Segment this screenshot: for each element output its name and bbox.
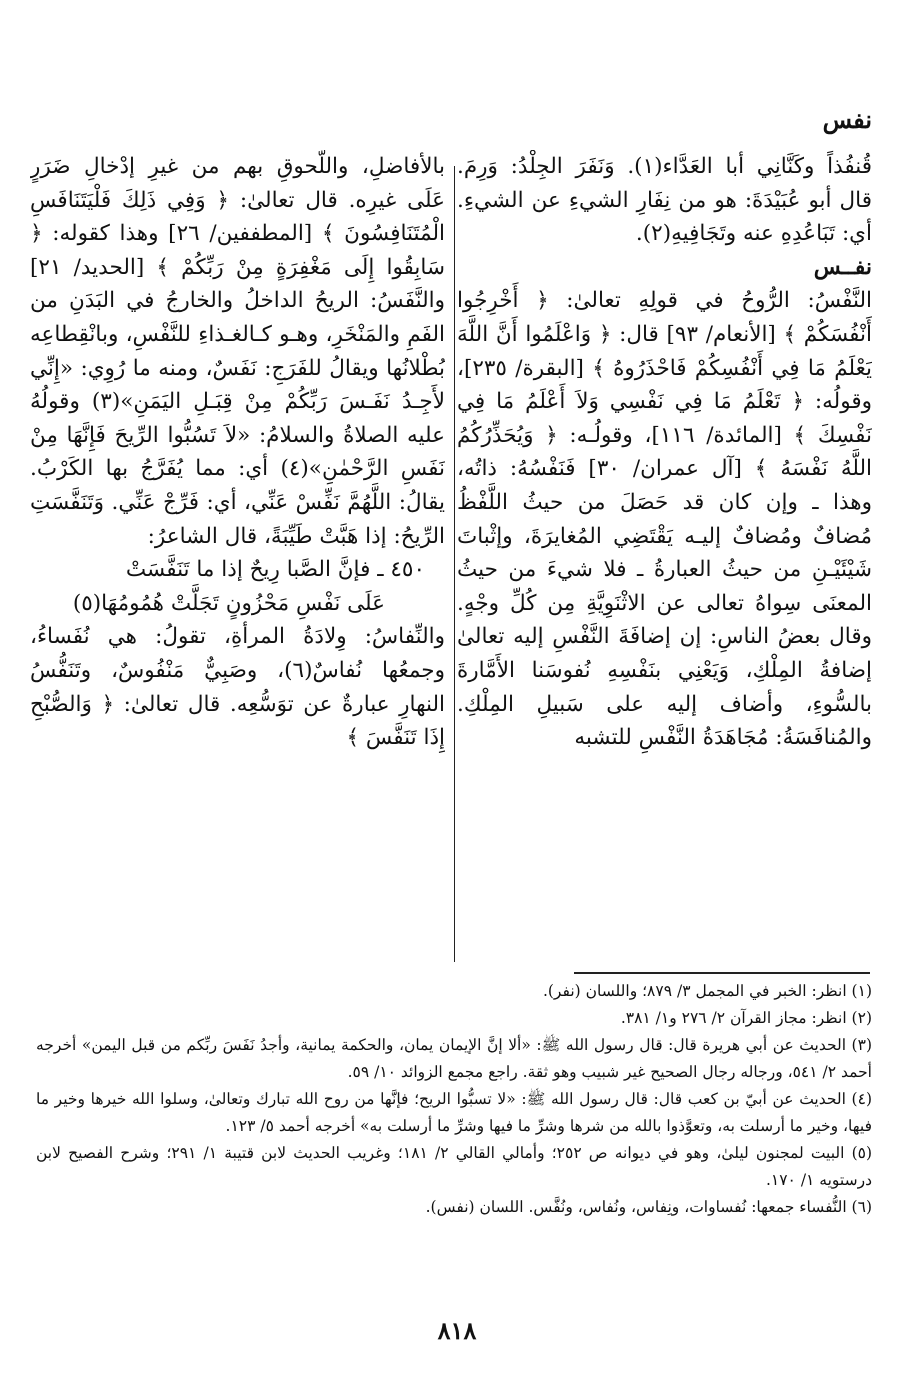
paragraph-continuation-left: بالأفاضلِ، واللُّحوقِ بهم من غيرِ إدْخالِ ضَرَرٍ عَلَى غيرِه. قال تعالىٰ: ﴿ وَفِي ذَلِكَ فَلْيَتَنَافَسِ الْمُتَنَافِسُونَ ﴾ [المطففين/ ٢٦] وهذا كقوله: ﴿ سَابِقُوا إِلَى مَغْفِرَةٍ مِنْ رَبِّكُمْ ﴾ [الحديد/ ٢١] والنَّفَسُ: الريحُ الداخلُ والخارجُ في البَدَنِ من الفَمِ والمَنْخَرِ، وهـو كـالغـذاءِ للنَّفْسِ، وبانْقِطاعِه بُطْلانُها ويقالُ للفَرَجِ: نَفَسٌ، ومنه ما رُوِي: «إِنِّي لأَجِـدُ نَفَـسَ رَبِّكُمْ مِنْ قِبَـلِ اليَمَنِ»(٣) وقولُهُ عليه الصلاةُ والسلامُ: «لاَ تَسُبُّوا الرِّيحَ فَإِنَّهَا مِنْ نَفَسِ الرَّحْمٰنِ»(٤) أي: مما يُفَرَّجُ بها الكَرْبُ. يقالُ: اللَّهُمَّ نَفِّسْ عَنِّي، أي: فَرِّجْ عَنِّي. وَتَنَفَّسَتِ الرِّيحُ: إذا هَبَّتْ طَيِّبَةً، قال الشاعرُ: <box>30 154 445 549</box>
paragraph-continuation: قُنفُذاً وكَنَّانِي أبا العَدَّاء(١). وَنَفَرَ الجِلْدُ: وَرِمَ. قال أبو عُبَيْدَةَ: هو من نِفَارِ الشيءِ عن الشيءِ. أي: تَبَاعُدِهِ عنه وتَجَافِيهِ(٢). <box>457 154 872 247</box>
running-title: نفس <box>822 105 872 134</box>
footnote-1: (١) انظر: الخبر في المجمل ٣/ ٨٧٩؛ واللسان (نفر). <box>542 982 872 1000</box>
footnote-5: (٥) البيت لمجنون ليلىٰ، وهو في ديوانه ص ٢٥٢؛ وأمالي القالي ٢/ ١٨١؛ وغريب الحديث لابن قتيبة ١/ ٢٩١؛ وشرح الفصيح لابن درستويه ١/ ١٧٠. <box>36 1144 873 1189</box>
paragraph-entry-body: النَّفْسُ: الرُّوحُ في قولِهِ تعالىٰ: ﴿ أَخْرِجُوا أَنْفُسَكُمْ ﴾ [الأنعام/ ٩٣] قال: ﴿ وَاعْلَمُوا أَنَّ اللَّهَ يَعْلَمُ مَا فِي أَنْفُسِكُمْ فَاحْذَرُوهُ ﴾ [البقرة/ ٢٣٥]، وقولُه: ﴿ تَعْلَمُ مَا فِي نَفْسِي وَلاَ أَعْلَمُ مَا فِي نَفْسِكَ ﴾ [المائدة/ ١١٦]، وقولُـه: ﴿ وَيُحَذِّرُكُمُ اللَّهُ نَفْسَهُ ﴾ [آل عمران/ ٣٠] فَنَفْسُهُ: ذاتُه، وهذا ـ وإن كان قد حَصَلَ من حيثُ اللَّفْظُ مُضافٌ ومُضافٌ إليـه يَقْتَضِي المُغايرَةَ، وإثْباتَ شَيْئَيْـنِ من حيثُ العبارةُ ـ فلا شيءَ من حيثُ المعنَى سِواهُ تعالى عن الاثْنَوِيَّةِ مِن كُلِّ وجْهٍ. وقال بعضُ الناسِ: إن إضافَةَ النَّفْسِ إليه تعالىٰ إضافةُ المِلْكِ، وَيَعْنِي بنَفْسِهِ نُفوسَنا الأَمَّارةَ بالسُّوءِ، وأضاف إليه على سَبيلِ المِلْكِ. والمُنافَسَةُ: مُجَاهَدَةُ النَّفْسِ للتشبه <box>457 288 872 751</box>
footnotes-section <box>36 978 872 1221</box>
page-number: ٨١٨ <box>437 1316 477 1345</box>
footnote-rule <box>574 972 870 974</box>
poem-verse-second-hemistich: عَلَى نَفْسِ مَحْزُونٍ تَجَلَّتْ هُمُومُهَا(٥) <box>72 590 385 616</box>
left-text-column <box>30 150 445 962</box>
right-text-column <box>457 150 872 962</box>
column-divider <box>454 166 455 962</box>
poem-verse-first-hemistich: ٤٥٠ ـ فإنَّ الصَّبا رِيحٌ إذا ما تَنَفَّسَتْ <box>125 557 425 583</box>
footnote-4: (٤) الحديث عن أبيّ بن كعب قال: قال رسول الله ﷺ: «لا تسبُّوا الريح؛ فإنَّها من روح الله تبارك وتعالىٰ، وسلوا الله خيرها وخير ما فيها، وخير ما أرسلت به، وتعوَّذوا بالله من شرها وشرِّ ما فيها وشرِّ ما أرسلت به» أخرجه أحمد ٥/ ١٢٣. <box>36 1090 872 1135</box>
entry-heading: نفــس <box>813 253 872 280</box>
footnote-2: (٢) انظر: مجاز القرآن ٢/ ٢٧٦ و١/ ٣٨١. <box>620 1009 872 1027</box>
footnote-6: (٦) النُّفساء جمعها: نُفساوات، ونِفاس، ونُفاس، ونُفَّس. اللسان (نفس). <box>425 1198 872 1216</box>
footnote-3: (٣) الحديث عن أبي هريرة قال: قال رسول الله ﷺ: «ألا إنَّ الإيمان يمان، والحكمة يمانية، وأجدُ نَفَسَ ربِّكم من قبل اليمن» أخرجه أحمد ٢/ ٥٤١، ورجاله رجال الصحيح غير شبيب وهو ثقة. راجع مجمع الزوائد ١٠/ ٥٩. <box>36 1036 872 1081</box>
paragraph-nifas: والنِّفاسُ: وِلادَةُ المرأةِ، تقولُ: هي نُفَساءُ، وجمعُها نُفاسٌ(٦)، وصَبِيٌّ مَنْفُوسٌ، وتَنَفُّسُ النهارِ عبارةٌ عن توَسُّعِه. قال تعالىٰ: ﴿ وَالصُّبْحِ إِذَا تَنَفَّسَ ﴾ <box>30 624 445 751</box>
